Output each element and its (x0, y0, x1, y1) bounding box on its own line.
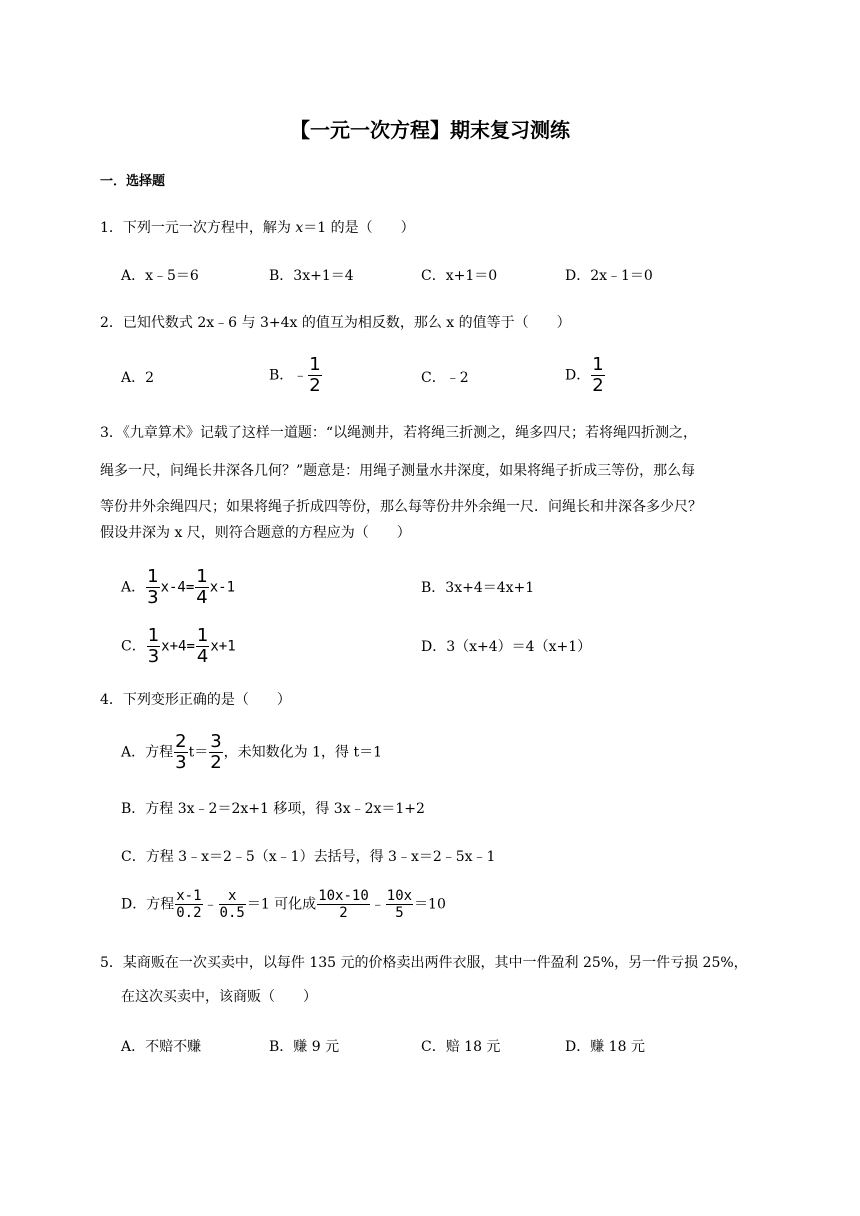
fraction (591, 356, 604, 395)
question-5-line-2: 在这次买卖中，该商贩（ ） (121, 989, 317, 1005)
question-1-option-d[interactable]: D．2x﹣1＝0 (565, 268, 653, 284)
fraction-numerator: 3 (210, 731, 222, 752)
fraction (175, 889, 202, 920)
fraction-denominator: 0.5 (219, 905, 245, 921)
equation-part: ＝1 可化成 (246, 896, 317, 913)
equation-part: x-4= (160, 579, 195, 596)
option-d-label: D．方程 (121, 896, 175, 913)
question-4-option-b[interactable]: B．方程 3x﹣2＝2x+1 移项，得 3x﹣2x＝1+2 (121, 801, 425, 817)
equation-part: t＝ (188, 744, 209, 761)
question-2-stem: 2．已知代数式 2x﹣6 与 3+4x 的值互为相反数，那么 x 的值等于（ ） (100, 315, 571, 331)
question-2-option-d[interactable] (565, 356, 606, 395)
fraction-denominator: 2 (210, 752, 222, 773)
fraction-denominator: 3 (147, 646, 160, 667)
question-1-stem-text: 1．下列一元一次方程中，解为 (100, 220, 296, 236)
fraction-numerator: 1 (592, 354, 604, 375)
option-d-label: D． (565, 367, 591, 384)
fraction-numerator: 10x (386, 888, 413, 904)
question-4-option-a[interactable] (121, 733, 382, 772)
equation-part: x+1 (210, 638, 236, 655)
question-1-stem-end: ＝1 的是（ ） (303, 220, 415, 236)
option-b-label: B．﹣ (269, 367, 308, 384)
question-3-option-d[interactable]: D．3（x+4）＝4（x+1） (421, 639, 592, 655)
fraction-denominator: 3 (147, 587, 159, 608)
question-5-line-1: 5．某商贩在一次买卖中，以每件 135 元的价格卖出两件衣服，其中一件盈利 25%，另一件亏损 25%， (100, 955, 748, 971)
question-1-option-a[interactable]: A．x﹣5＝6 (121, 268, 199, 284)
question-2-option-c[interactable]: C．﹣2 (421, 370, 469, 386)
fraction-denominator: 4 (196, 646, 209, 667)
fraction-numerator: 1 (147, 566, 159, 587)
fraction (196, 627, 209, 666)
fraction-numerator: 1 (147, 625, 160, 646)
question-1-stem (100, 218, 415, 238)
fraction-numerator: 1 (309, 354, 321, 375)
question-2-option-a[interactable]: A．2 (121, 370, 155, 386)
equation-part: x-1 (209, 579, 236, 596)
question-5-option-b[interactable]: B．赚 9 元 (269, 1039, 340, 1055)
option-a-label: A．方程 (121, 744, 174, 761)
fraction-denominator: 2 (592, 375, 604, 396)
question-5-option-a[interactable]: A．不赔不赚 (121, 1039, 202, 1055)
fraction (219, 889, 246, 920)
question-3-line-4: 假设井深为 x 尺，则符合题意的方程应为（ ） (100, 525, 411, 541)
question-4-option-c[interactable]: C．方程 3﹣x＝2﹣5（x﹣1）去括号，得 3﹣x＝2﹣5x﹣1 (121, 849, 496, 865)
fraction-numerator: 10x-10 (318, 888, 369, 904)
fraction (209, 733, 222, 772)
question-1-option-b[interactable]: B．3x+1＝4 (269, 268, 354, 284)
question-3-line-2: 绳多一尺，问绳长井深各几何？”题意是：用绳子测量水井深度，如果将绳子折成三等份，那么每 (100, 463, 696, 479)
fraction (308, 356, 321, 395)
fraction (317, 889, 370, 920)
question-3-line-1: 3．《九章算术》记载了这样一道题：“以绳测井，若将绳三折测之，绳多四尺；若将绳四折测之， (100, 425, 698, 441)
equation-part: ﹣ (203, 896, 218, 913)
question-5-option-d[interactable]: D．赚 18 元 (565, 1039, 645, 1055)
fraction (147, 627, 160, 666)
fraction (174, 733, 187, 772)
page-title: 【一元一次方程】期末复习测练 (290, 118, 570, 142)
equation-part: ＝10 (414, 896, 446, 913)
fraction-numerator: x (227, 888, 237, 904)
question-5-option-c[interactable]: C．赔 18 元 (421, 1039, 501, 1055)
question-4-stem: 4．下列变形正确的是（ ） (100, 692, 291, 708)
fraction-numerator: x-1 (176, 888, 202, 904)
question-1-option-c[interactable]: C．x+1＝0 (421, 268, 498, 284)
equation-part: x+4= (161, 638, 195, 655)
fraction (146, 568, 159, 607)
question-3-option-c[interactable] (121, 627, 236, 666)
question-4-option-d[interactable] (121, 889, 446, 920)
question-3-option-a[interactable] (121, 568, 235, 607)
fraction-denominator: 2 (339, 905, 348, 921)
fraction-numerator: 1 (196, 625, 209, 646)
equation-part: ﹣ (370, 896, 385, 913)
fraction-numerator: 1 (196, 566, 208, 587)
option-c-label: C． (121, 638, 146, 655)
fraction-denominator: 0.2 (176, 905, 202, 921)
equation-part: ，未知数化为 1，得 t＝1 (223, 744, 383, 761)
section-heading: 一．选择题 (100, 174, 166, 189)
fraction (195, 568, 208, 607)
fraction-numerator: 2 (175, 731, 187, 752)
fraction (386, 889, 413, 920)
fraction-denominator: 4 (196, 587, 208, 608)
fraction-denominator: 5 (395, 905, 404, 921)
question-2-option-b[interactable] (269, 356, 323, 395)
question-1-variable: x (295, 220, 304, 236)
fraction-denominator: 3 (175, 752, 187, 773)
question-3-option-b[interactable]: B．3x+4＝4x+1 (421, 580, 535, 596)
fraction-denominator: 2 (309, 375, 321, 396)
option-a-label: A． (121, 579, 146, 596)
question-3-line-3: 等份井外余绳四尺；如果将绳子折成四等份，那么每等份井外余绳一尺．问绳长和井深各多少尺？ (100, 499, 702, 515)
